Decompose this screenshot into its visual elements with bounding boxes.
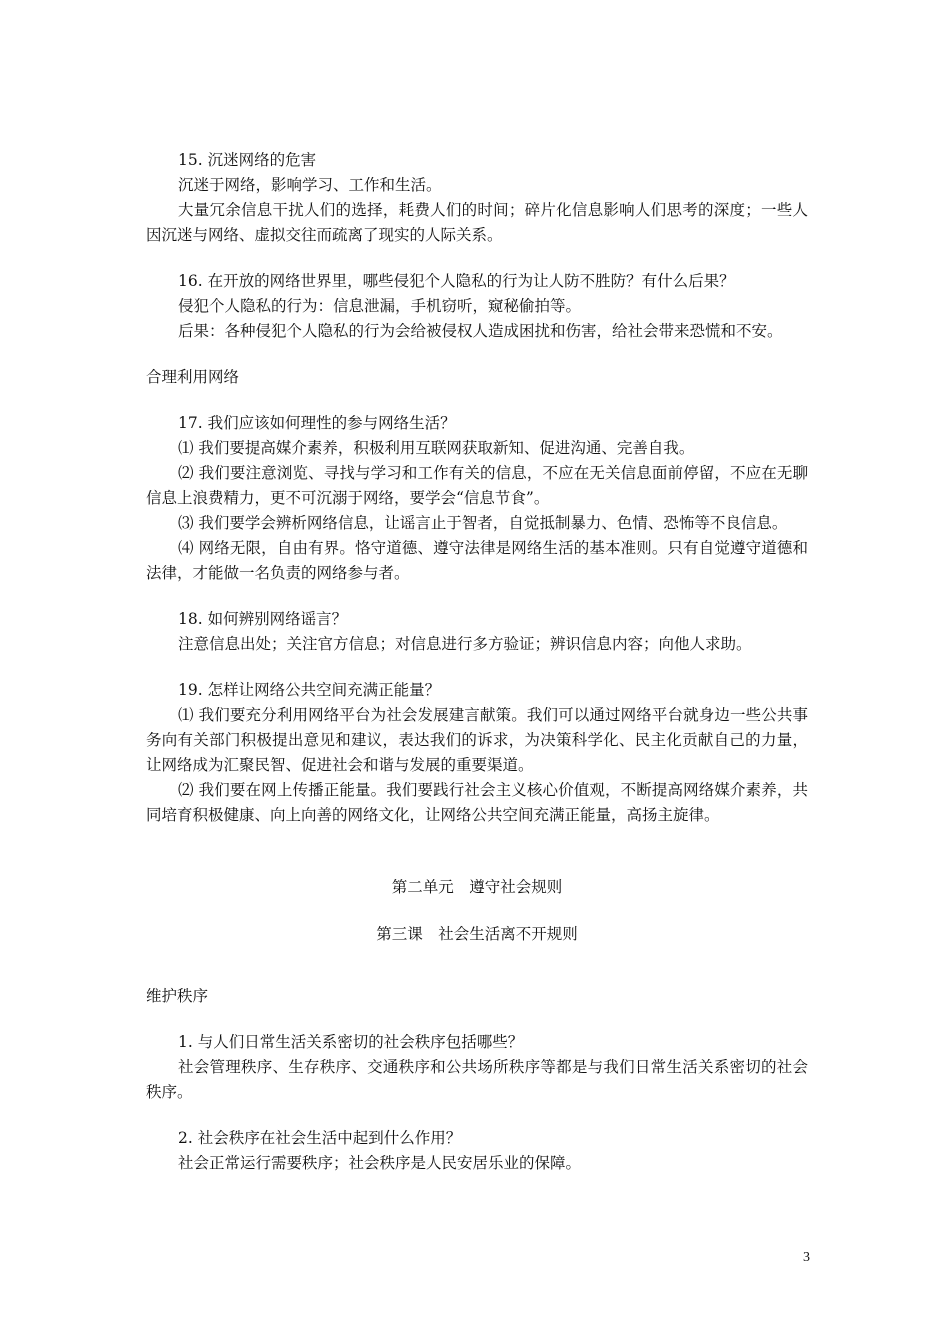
question-19-answer-1: ⑴ 我们要充分利用网络平台为社会发展建言献策。我们可以通过网络平台就身边一些公共事务向有关部门积极提出意见和建议，表达我们的诉求，为决策科学化、民主化贡献自己的力量，让网络成为汇聚民智、促进社会和谐与发展的重要渠道。	[146, 706, 808, 774]
question-17-answer-1: ⑴ 我们要提高媒介素养，积极利用互联网获取新知、促进沟通、完善自我。	[178, 439, 695, 457]
unit-title: 第二单元 遵守社会规则	[391, 878, 563, 896]
question-16-title: 16. 在开放的网络世界里，哪些侵犯个人隐私的行为让人防不胜防？有什么后果？	[178, 272, 735, 290]
question-16-answer-2: 后果：各种侵犯个人隐私的行为会给被侵权人造成困扰和伤害，给社会带来恐慌和不安。	[178, 322, 783, 340]
question-17-answer-4: ⑷ 网络无限，自由有界。恪守道德、遵守法律是网络生活的基本准则。只有自觉遵守道德和法律，才能做一名负责的网络参与者。	[146, 539, 808, 582]
question-17-answer-2: ⑵ 我们要注意浏览、寻找与学习和工作有关的信息，不应在无关信息面前停留，不应在无聊信息上浪费精力，更不可沉溺于网络，要学会“信息节食”。	[146, 464, 808, 507]
section-heading-reasonable-use: 合理利用网络	[146, 368, 240, 386]
page-content	[146, 148, 808, 1176]
question-15-title: 15. 沉迷网络的危害	[178, 151, 317, 169]
question-19-title: 19. 怎样让网络公共空间充满正能量？	[178, 681, 441, 699]
question-1-answer: 社会管理秩序、生存秩序、交通秩序和公共场所秩序等都是与我们日常生活关系密切的社会秩序。	[146, 1057, 808, 1101]
question-17-answer-3: ⑶ 我们要学会辨析网络信息，让谣言止于智者，自觉抵制暴力、色情、恐怖等不良信息。	[178, 514, 788, 532]
question-2-answer: 社会正常运行需要秩序；社会秩序是人民安居乐业的保障。	[178, 1153, 582, 1172]
lesson-title: 第三课 社会生活离不开规则	[376, 925, 578, 943]
question-17-title: 17. 我们应该如何理性的参与网络生活？	[178, 414, 456, 432]
question-15-answer-1: 沉迷于网络，影响学习、工作和生活。	[178, 176, 442, 194]
question-2-title: 2. 社会秩序在社会生活中起到什么作用？	[178, 1128, 462, 1147]
page-number: 3	[803, 1250, 810, 1265]
question-1-title: 1. 与人们日常生活关系密切的社会秩序包括哪些？	[178, 1032, 524, 1051]
question-15-answer-2: 大量冗余信息干扰人们的选择，耗费人们的时间；碎片化信息影响人们思考的深度；一些人因沉迷与网络、虚拟交往而疏离了现实的人际关系。	[146, 201, 808, 244]
question-19-answer-2: ⑵ 我们要在网上传播正能量。我们要践行社会主义核心价值观，不断提高网络媒介素养，共同培育积极健康、向上向善的网络文化，让网络公共空间充满正能量，高扬主旋律。	[146, 781, 808, 824]
section-heading-maintain-order: 维护秩序	[146, 986, 209, 1005]
question-16-answer-1: 侵犯个人隐私的行为：信息泄漏，手机窃听，窥秘偷拍等。	[178, 297, 582, 315]
question-18-answer: 注意信息出处；关注官方信息；对信息进行多方验证；辨识信息内容；向他人求助。	[178, 635, 752, 653]
question-18-title: 18. 如何辨别网络谣言？	[178, 610, 348, 628]
